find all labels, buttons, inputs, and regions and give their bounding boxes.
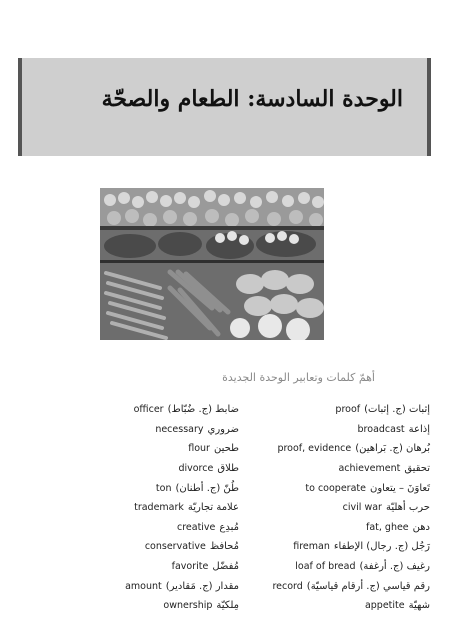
english-gloss: to cooperate (305, 482, 366, 494)
english-gloss: appetite (364, 600, 405, 612)
vocab-entry (210, 459, 430, 479)
arabic-term: ضروري (207, 423, 239, 435)
unit-title: الوحدة السادسة: الطعام والصحّة (101, 86, 403, 112)
arabic-term: إذاعة (408, 423, 430, 435)
vocab-entry (59, 557, 239, 577)
vocabulary-section-heading: أهمّ كلمات وتعابير الوحدة الجديدة (222, 371, 375, 384)
english-gloss: proof, evidence (277, 443, 352, 455)
unit-title-banner (18, 58, 431, 156)
vocab-entry (210, 576, 430, 596)
arabic-term: مُحافظ (209, 541, 239, 553)
arabic-term: طحين (213, 443, 239, 455)
vocab-entry (59, 596, 239, 616)
english-gloss: proof (335, 404, 361, 416)
arabic-term: دهن (412, 521, 430, 533)
english-gloss: achievement (338, 463, 401, 475)
vocab-entry (59, 459, 239, 479)
english-gloss: trademark (134, 502, 184, 514)
vocab-entry (59, 478, 239, 498)
english-gloss: ownership (163, 600, 213, 612)
english-gloss: necessary (155, 423, 204, 435)
arabic-term: حرب أهليّة (385, 502, 430, 514)
vocab-entry (59, 439, 239, 459)
vocab-entry (210, 439, 430, 459)
arabic-term: علامة تجاريّة (187, 502, 239, 514)
arabic-term: تَعاوَنَ – يتعاون (369, 482, 430, 494)
english-gloss: loaf of bread (295, 561, 356, 573)
english-gloss: creative (176, 521, 216, 533)
vocab-entry (59, 400, 239, 420)
vocab-entry (210, 478, 430, 498)
vocab-entry (210, 400, 430, 420)
produce-market-photo (100, 188, 324, 340)
arabic-term: رقم قياسي (ج. أرقام قياسيّة) (306, 580, 430, 592)
vocab-entry (207, 420, 430, 440)
english-gloss: conservative (144, 541, 206, 553)
english-gloss: favorite (171, 561, 209, 573)
vocab-entry (59, 420, 239, 440)
vocabulary-column-left (59, 400, 239, 616)
vocab-entry (59, 537, 239, 557)
arabic-term: رَجُل (ج. رجال) الإطفاء (333, 541, 430, 553)
vocab-entry (210, 498, 430, 518)
arabic-term: مِلكيّة (216, 600, 239, 612)
arabic-term: ضابط (ج. ضُبّاط) (167, 404, 239, 416)
arabic-term: مقدار (ج. مَقادير) (165, 580, 239, 592)
english-gloss: divorce (178, 463, 214, 475)
arabic-term: مُبدِع (219, 521, 239, 533)
arabic-term: بُرهان (ج. بَراهين) (355, 443, 430, 455)
english-gloss: fireman (293, 541, 330, 553)
vocab-entry (210, 596, 430, 616)
arabic-term: شهيّة (408, 600, 430, 612)
arabic-term: تحقيق (404, 463, 430, 475)
arabic-term: رغيف (ج. أرغفة) (359, 561, 430, 573)
vocab-entry (59, 498, 239, 518)
vocab-entry (59, 518, 239, 538)
produce-photo-illustration (100, 188, 324, 340)
english-gloss: record (272, 580, 303, 592)
arabic-term: مُفضّل (212, 561, 239, 573)
vocab-entry (210, 537, 430, 557)
english-gloss: broadcast (357, 423, 405, 435)
english-gloss: civil war (342, 502, 382, 514)
english-gloss: fat, ghee (365, 521, 409, 533)
vocab-entry (210, 557, 430, 577)
vocab-entry (210, 518, 430, 538)
english-gloss: flour (188, 443, 210, 455)
english-gloss: ton (155, 482, 172, 494)
arabic-term: طلاق (217, 463, 239, 475)
english-gloss: amount (125, 580, 162, 592)
vocab-entry (59, 576, 239, 596)
arabic-term: إثبات (ج. إثبات) (364, 404, 430, 416)
english-gloss: officer (133, 404, 164, 416)
arabic-term: طُنّ (ج. أطنان) (175, 482, 239, 494)
